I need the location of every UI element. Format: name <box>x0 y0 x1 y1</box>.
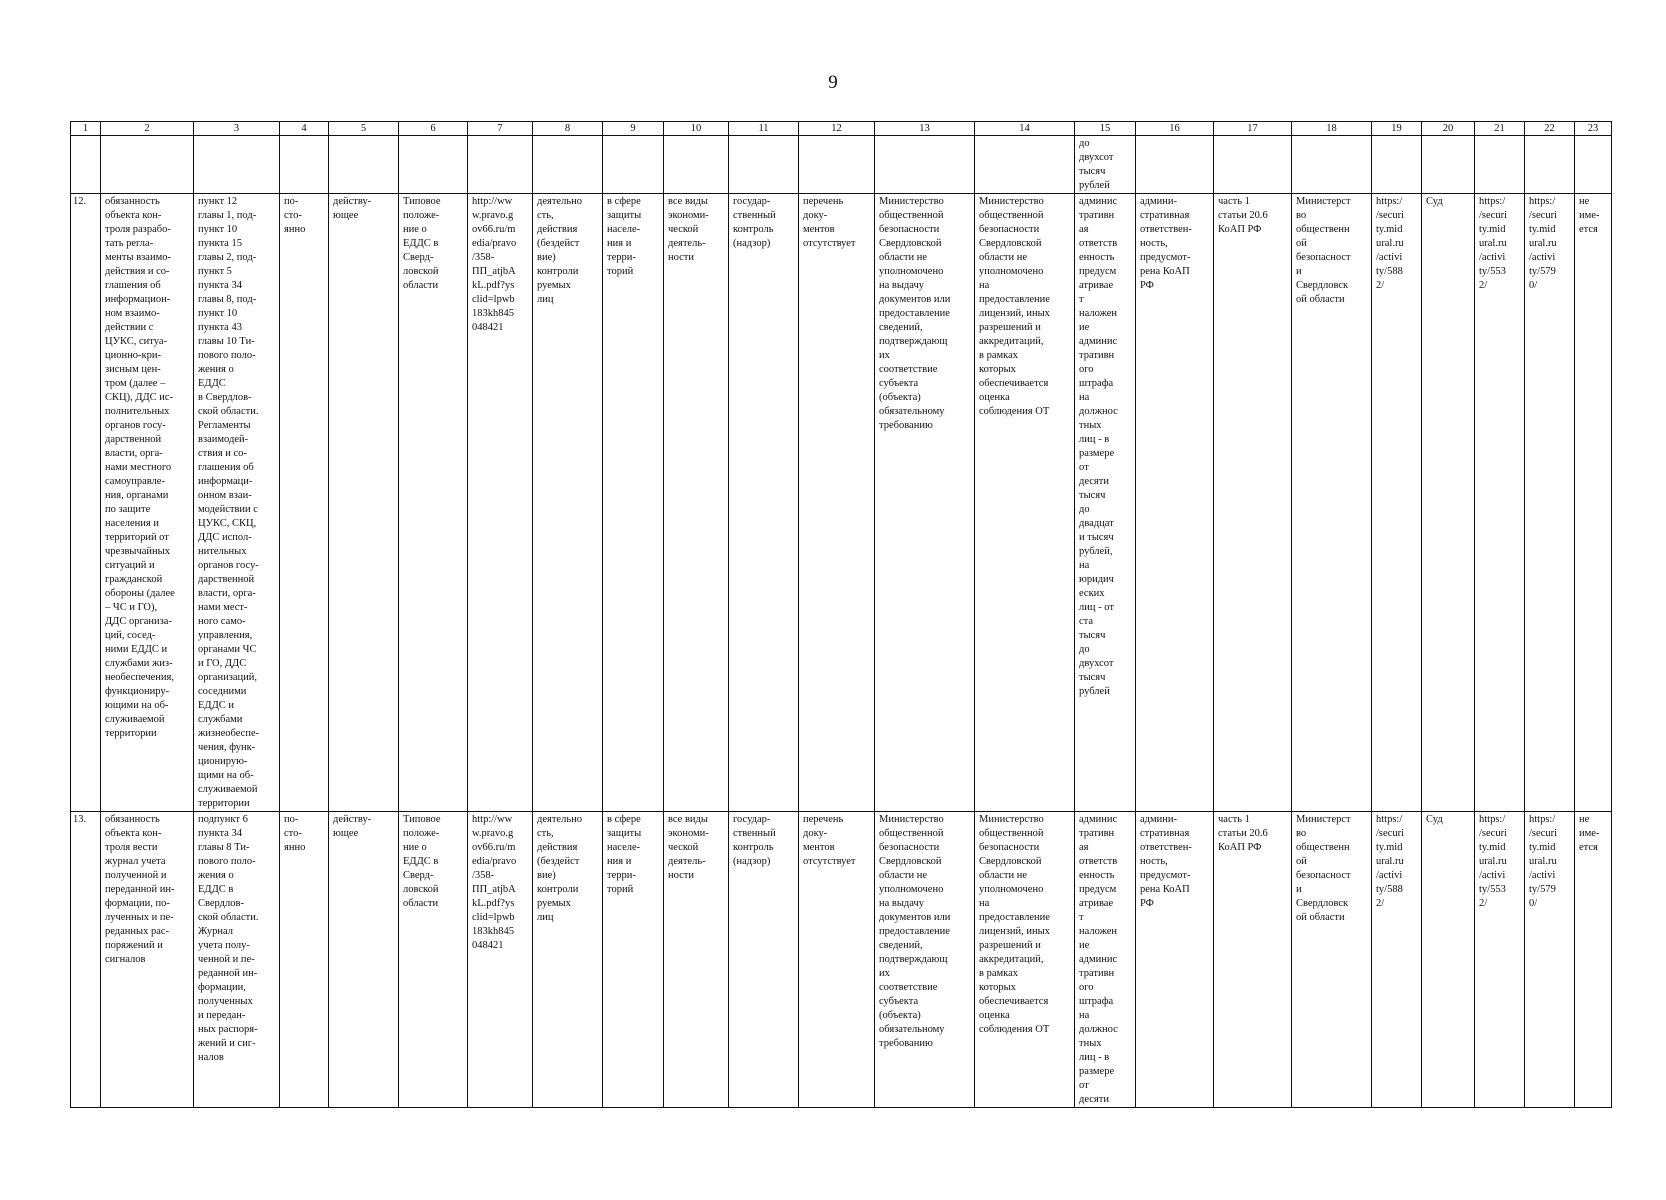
liability-type: админи- стративная ответствен- ность, предусмот- рена КоАП РФ <box>1140 196 1192 291</box>
exceptions-note: не име- ется <box>1579 814 1600 853</box>
column-number: 8 <box>533 122 603 136</box>
liability-body: Суд <box>1426 814 1443 825</box>
licenses-note: Министерство общественной безопасности Свердловской области не уполномочено на предоставление лицензий, иных разрешений и аккредитаций, в рамках которых обеспечивается оценка соблюдения ОТ <box>979 196 1050 417</box>
control-body-link[interactable]: https:/ /securi ty.mid ural.ru /activi ty/588 2/ <box>1376 196 1404 291</box>
guidance-link[interactable]: https:/ /securi ty.mid ural.ru /activi ty/553 2/ <box>1479 196 1507 291</box>
liability-body: Суд <box>1426 196 1443 207</box>
act-link[interactable]: http://ww w.pravo.g ov66.ru/m edia/pravo /358- ПП_atjbA kL.pdf?ys clid=lpwb 183kh845 048421 <box>472 814 517 951</box>
liability-type: админи- стративная ответствен- ность, предусмот- рена КоАП РФ <box>1140 814 1192 909</box>
activity-types: все виды экономи- ческой деятель- ности <box>668 196 709 263</box>
legal-reference: подпункт 6 пункта 34 главы 8 Ти- пового поло- жения о ЕДДС в Свердлов- ской области. Журнал учета полу- ченной и пе- реданной ин- формации, полученных и передан- ных распоря- жений и сиг- налов <box>198 814 259 1063</box>
act-name: Типовое положе- ние о ЕДДС в Сверд- ловской области <box>403 814 441 909</box>
control-body: Министерст во общественн ой безопасност и Свердловск ой области <box>1296 814 1351 923</box>
column-number: 7 <box>468 122 533 136</box>
liability-article: часть 1 статьи 20.6 КоАП РФ <box>1218 196 1268 235</box>
column-number-row <box>71 122 1612 136</box>
liability-article: часть 1 статьи 20.6 КоАП РФ <box>1218 814 1268 853</box>
column-number: 6 <box>399 122 468 136</box>
column-number: 14 <box>975 122 1075 136</box>
control-object: деятельно сть, действия (бездейст вие) контроли руемых лиц <box>537 196 582 305</box>
activity-types: все виды экономи- ческой деятель- ности <box>668 814 709 881</box>
column-number: 19 <box>1372 122 1422 136</box>
page-number: 9 <box>828 72 838 93</box>
column-number: 16 <box>1136 122 1214 136</box>
column-number: 20 <box>1422 122 1475 136</box>
sphere: в сфере защиты населе- ния и терри- торий <box>607 196 642 277</box>
control-type: государ- ственный контроль (надзор) <box>733 814 776 867</box>
status: действу- ющее <box>333 814 372 839</box>
control-type: государ- ственный контроль (надзор) <box>733 196 776 249</box>
act-name: Типовое положе- ние о ЕДДС в Сверд- ловской области <box>403 196 441 291</box>
documents-note: Министерство общественной безопасности Свердловской области не уполномочено на выдачу документов или предоставление сведений, подтверждающ их соответствие субъекта (объекта) обязательному требованию <box>879 196 951 431</box>
control-body: Министерст во общественн ой безопасност и Свердловск ой области <box>1296 196 1351 305</box>
column-number: 2 <box>101 122 194 136</box>
control-object: деятельно сть, действия (бездейст вие) контроли руемых лиц <box>537 814 582 923</box>
documents-list: перечень доку- ментов отсутствует <box>803 814 856 867</box>
column-number: 18 <box>1292 122 1372 136</box>
column-number: 22 <box>1525 122 1575 136</box>
periodicity: по- сто- янно <box>284 814 306 853</box>
requirement-text: обязанность объекта кон- троля разрабо- тать регла- менты взаимо- действия и со- глашения об информацион- ном взаимо- действии с ЦУКС, ситуа- ционно-кри- зисным цен- тром (далее – СКЦ), ДДС ис- полнительных органов госу- дарственной власти, орга- нами местного самоуправле- ния, органами по защите населения и территорий от чрезвычайных ситуаций и гражданской обороны (далее – ЧС и ГО), ДДС организа- ций, сосед- ними ЕДДС и службами жиз- необеспечения, функциониру- ющими на об- служиваемой территории <box>105 196 175 739</box>
requirement-text: обязанность объекта кон- троля вести журнал учета полученной и переданной ин- формации, по- лученных и пе- реданных рас- поряжений и сигналов <box>105 814 175 965</box>
documents-list: перечень доку- ментов отсутствует <box>803 196 856 249</box>
column-number: 4 <box>280 122 329 136</box>
column-number: 17 <box>1214 122 1292 136</box>
checklist-link[interactable]: https:/ /securi ty.mid ural.ru /activi ty/579 0/ <box>1529 196 1557 291</box>
column-number: 11 <box>729 122 799 136</box>
periodicity: по- сто- янно <box>284 196 306 235</box>
continuation-row <box>71 136 1612 194</box>
column-number: 13 <box>875 122 975 136</box>
column-number: 12 <box>799 122 875 136</box>
control-body-link[interactable]: https:/ /securi ty.mid ural.ru /activi ty/588 2/ <box>1376 814 1404 909</box>
row-number: 12. <box>73 196 87 207</box>
column-number: 15 <box>1075 122 1136 136</box>
table-row <box>71 812 1612 1108</box>
column-number: 3 <box>194 122 280 136</box>
column-number: 21 <box>1475 122 1525 136</box>
fine-amount-continuation: до двухсот тысяч рублей <box>1079 138 1114 191</box>
checklist-link[interactable]: https:/ /securi ty.mid ural.ru /activi ty/579 0/ <box>1529 814 1557 909</box>
column-number: 23 <box>1575 122 1612 136</box>
column-number: 1 <box>71 122 101 136</box>
requirements-table <box>70 121 1612 1108</box>
column-number: 5 <box>329 122 399 136</box>
exceptions-note: не име- ется <box>1579 196 1600 235</box>
liability-description: админис тративн ая ответств енность предусм атривае т наложен ие админис тративн ого штрафа на должнос тных лиц - в размере от десяти <box>1079 814 1118 1105</box>
column-number: 10 <box>664 122 729 136</box>
licenses-note: Министерство общественной безопасности Свердловской области не уполномочено на предоставление лицензий, иных разрешений и аккредитаций, в рамках которых обеспечивается оценка соблюдения ОТ <box>979 814 1050 1035</box>
guidance-link[interactable]: https:/ /securi ty.mid ural.ru /activi ty/553 2/ <box>1479 814 1507 909</box>
liability-description: админис тративн ая ответств енность предусм атривае т наложен ие админис тративн ого штрафа на должнос тных лиц - в размере от десяти тысяч до двадцат и тысяч рублей, на юридич еских лиц - от ста тысяч до двухсот тысяч рублей <box>1079 196 1118 697</box>
documents-note: Министерство общественной безопасности Свердловской области не уполномочено на выдачу документов или предоставление сведений, подтверждающ их соответствие субъекта (объекта) обязательному требованию <box>879 814 951 1049</box>
legal-reference: пункт 12 главы 1, под- пункт 10 пункта 15 главы 2, под- пункт 5 пункта 34 главы 8, под- пункт 10 пункта 43 главы 10 Ти- пового поло- жения о ЕДДС в Свердлов- ской области. Регламенты взаимодей- ствия и со- глашения об информаци- онном взаи- модействии с ЦУКС, СКЦ, ДДС испол- нительных органов госу- дарственной власти, орга- нами мест- ного само- управления, органами ЧС и ГО, ДДС организаций, соседними ЕДДС и службами жизнеобеспе- чения, функ- ционирую- щими на об- служиваемой территории <box>198 196 260 809</box>
row-number: 13. <box>73 814 87 825</box>
act-link[interactable]: http://ww w.pravo.g ov66.ru/m edia/pravo /358- ПП_atjbA kL.pdf?ys clid=lpwb 183kh845 048421 <box>472 196 517 333</box>
table-row <box>71 194 1612 812</box>
status: действу- ющее <box>333 196 372 221</box>
column-number: 9 <box>603 122 664 136</box>
sphere: в сфере защиты населе- ния и терри- торий <box>607 814 642 895</box>
